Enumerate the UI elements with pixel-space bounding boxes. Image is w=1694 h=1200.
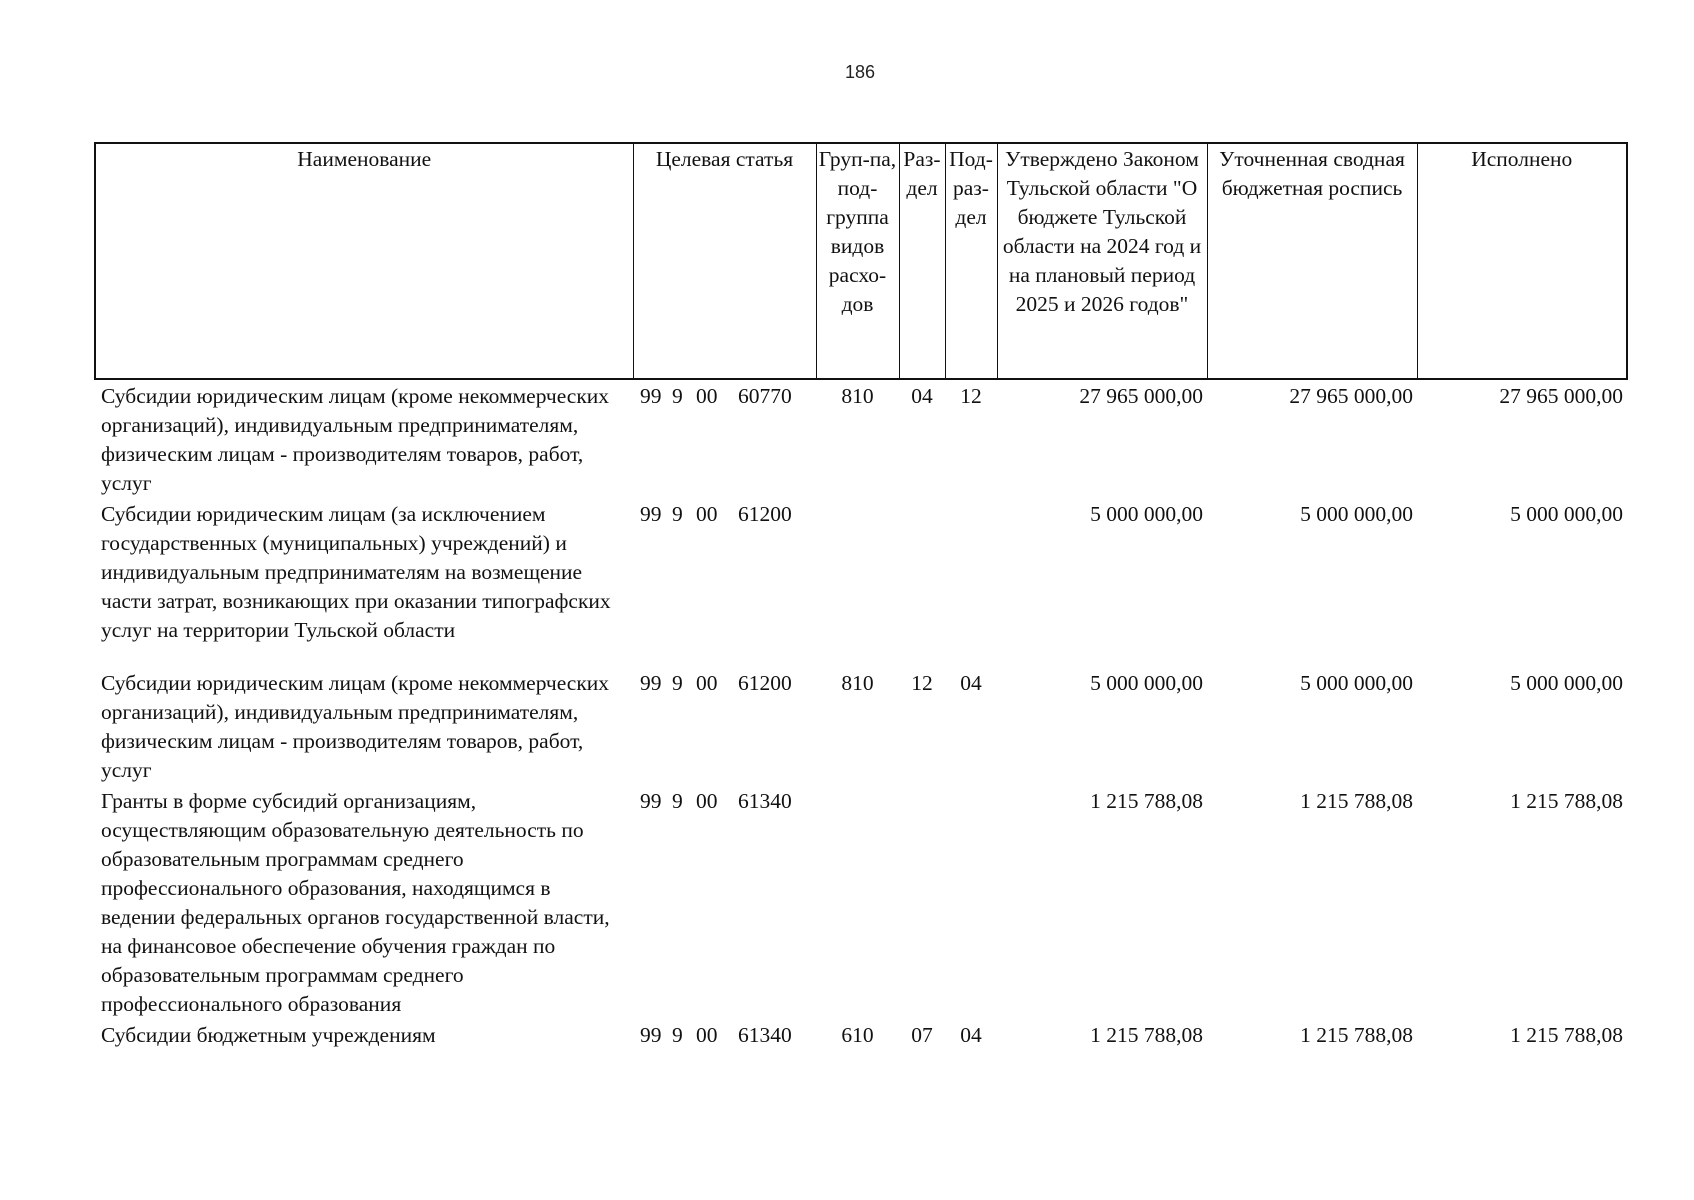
target-part: 9 <box>672 502 683 526</box>
row-name: Субсидии юридическим лицам (кроме некоммерческих организаций), индивидуальным предпринимателям, физическим лицам - производителям товаров, работ, услуг <box>101 384 610 495</box>
target-part: 99 <box>640 789 662 813</box>
row-group: 610 <box>841 1023 874 1047</box>
header-section: Раз-дел <box>899 143 945 379</box>
row-target <box>633 1019 816 1050</box>
header-name: Наименование <box>95 143 633 379</box>
target-part: 99 <box>640 502 662 526</box>
target-part: 9 <box>672 384 683 408</box>
target-part: 00 <box>696 502 718 526</box>
row-name: Субсидии бюджетным учреждениям <box>101 1023 436 1047</box>
row-target <box>633 498 816 645</box>
row-name: Субсидии юридическим лицам (кроме некоммерческих организаций), индивидуальным предпринимателям, физическим лицам - производителям товаров, работ, услуг <box>101 671 610 782</box>
row-refined: 1 215 788,08 <box>1300 1023 1413 1047</box>
row-approved: 1 215 788,08 <box>1090 1023 1203 1047</box>
row-refined: 5 000 000,00 <box>1300 671 1413 695</box>
row-spacer <box>95 645 1627 667</box>
row-executed: 1 215 788,08 <box>1510 1023 1623 1047</box>
target-part: 99 <box>640 671 662 695</box>
row-section <box>899 498 945 645</box>
row-executed: 1 215 788,08 <box>1510 789 1623 813</box>
header-approved: Утверждено Законом Тульской области "О бюджете Тульской области на 2024 год и на плановый период 2025 и 2026 годов" <box>997 143 1207 379</box>
target-part: 61340 <box>738 789 792 813</box>
row-approved: 27 965 000,00 <box>1079 384 1203 408</box>
target-part: 99 <box>640 384 662 408</box>
row-approved: 5 000 000,00 <box>1090 671 1203 695</box>
row-name: Субсидии юридическим лицам (за исключением государственных (муниципальных) учреждений) и индивидуальным предпринимателям на возмещение части затрат, возникающих при оказании типографских услуг на территории Тульской области <box>101 502 611 642</box>
row-section: 04 <box>911 384 933 408</box>
row-subsection: 04 <box>960 671 982 695</box>
target-part: 61340 <box>738 1023 792 1047</box>
row-group: 810 <box>841 384 874 408</box>
row-target <box>633 785 816 1019</box>
row-approved: 5 000 000,00 <box>1090 502 1203 526</box>
target-part: 00 <box>696 384 718 408</box>
spacer-cell <box>95 645 1627 667</box>
row-name: Гранты в форме субсидий организациям, осуществляющим образовательную деятельность по образовательным программам среднего профессионального образования, находящимся в ведении федеральных органов государственной власти, на финансовое обеспечение обучения граждан по образовательным программам среднего профессионального образования <box>101 789 610 1016</box>
row-refined: 1 215 788,08 <box>1300 789 1413 813</box>
table-row <box>95 498 1627 645</box>
target-part: 60770 <box>738 384 792 408</box>
table-row <box>95 1019 1627 1050</box>
header-refined: Уточненная сводная бюджетная роспись <box>1207 143 1417 379</box>
row-group: 810 <box>841 671 874 695</box>
header-executed: Исполнено <box>1417 143 1627 379</box>
header-group: Груп-па, под-группа видов расхо-дов <box>816 143 899 379</box>
row-executed: 5 000 000,00 <box>1510 671 1623 695</box>
row-refined: 27 965 000,00 <box>1289 384 1413 408</box>
header-target: Целевая статья <box>633 143 816 379</box>
row-executed: 5 000 000,00 <box>1510 502 1623 526</box>
budget-table <box>94 142 1628 1050</box>
row-group <box>816 785 899 1019</box>
table-row <box>95 667 1627 785</box>
target-part: 61200 <box>738 671 792 695</box>
target-part: 9 <box>672 1023 683 1047</box>
row-subsection <box>945 785 997 1019</box>
target-part: 61200 <box>738 502 792 526</box>
header-row <box>95 143 1627 379</box>
page-number: 186 <box>844 62 876 82</box>
target-part: 00 <box>696 1023 718 1047</box>
table-row <box>95 379 1627 498</box>
table-row <box>95 785 1627 1019</box>
row-subsection: 04 <box>960 1023 982 1047</box>
row-section: 07 <box>911 1023 933 1047</box>
header-subsection: Под-раз-дел <box>945 143 997 379</box>
target-part: 9 <box>672 671 683 695</box>
row-subsection <box>945 498 997 645</box>
row-executed: 27 965 000,00 <box>1499 384 1623 408</box>
target-part: 00 <box>696 789 718 813</box>
target-part: 00 <box>696 671 718 695</box>
row-target <box>633 379 816 498</box>
row-subsection: 12 <box>960 384 982 408</box>
row-target <box>633 667 816 785</box>
row-section: 12 <box>911 671 933 695</box>
target-part: 9 <box>672 789 683 813</box>
row-section <box>899 785 945 1019</box>
target-part: 99 <box>640 1023 662 1047</box>
row-refined: 5 000 000,00 <box>1300 502 1413 526</box>
row-group <box>816 498 899 645</box>
row-approved: 1 215 788,08 <box>1090 789 1203 813</box>
